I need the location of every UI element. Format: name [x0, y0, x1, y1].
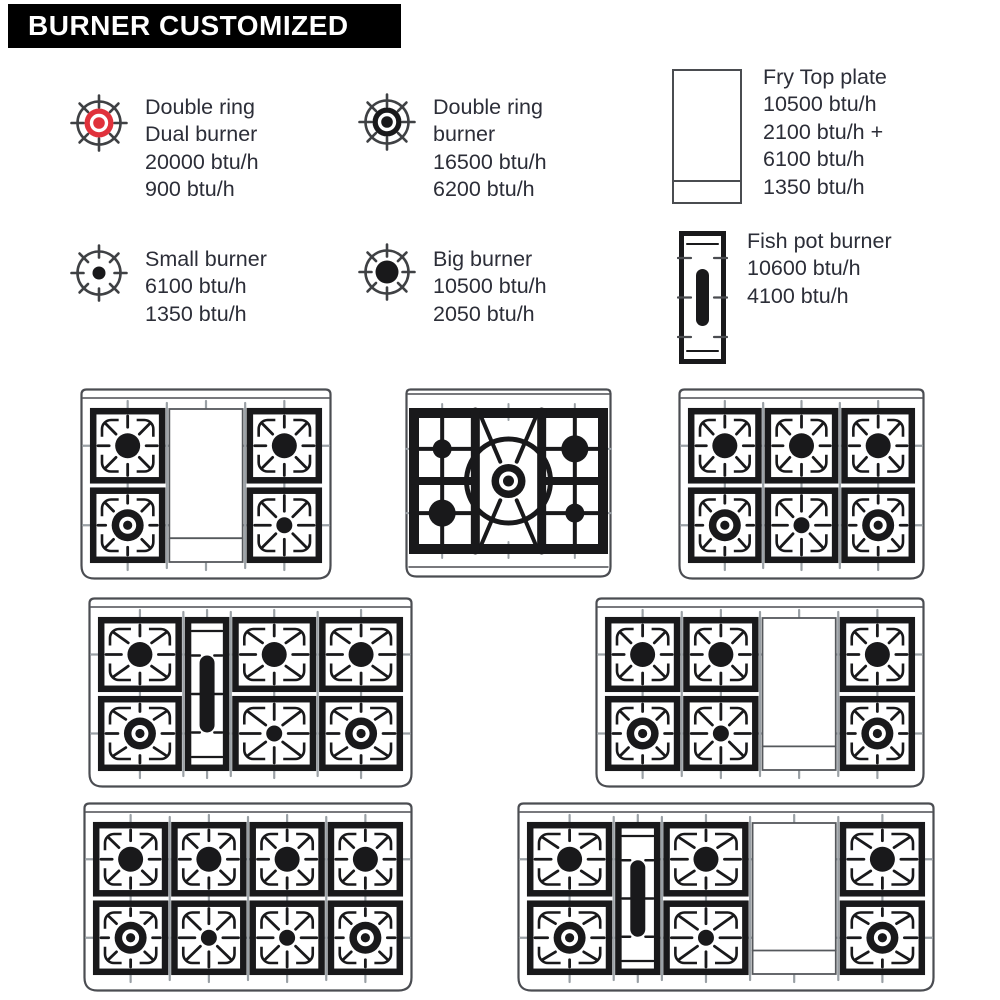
legend-line: burner: [433, 122, 496, 147]
title-banner: [8, 4, 401, 48]
cooktop-6-burners: [678, 388, 925, 580]
legend-text-small-burner: [145, 246, 267, 328]
legend-line: 4100 btu/h: [747, 283, 849, 308]
legend-line: 10600 btu/h: [747, 256, 861, 281]
legend-line: 10500 btu/h: [763, 92, 877, 117]
legend-line: 20000 btu/h: [145, 149, 259, 174]
legend-line: Dual burner: [145, 122, 258, 147]
legend-line: 6100 btu/h: [145, 274, 247, 299]
legend-line: Big burner: [433, 247, 533, 271]
legend-line: 2050 btu/h: [433, 301, 535, 326]
legend-line: 900 btu/h: [145, 177, 235, 202]
cooktop-5-burners-dual-center: [405, 388, 612, 578]
legend-line: Double ring: [433, 95, 543, 119]
legend-text-double-ring-dual-burner: [145, 94, 259, 204]
page-title: BURNER CUSTOMIZED: [28, 10, 349, 41]
fish-pot-burner-icon: [677, 231, 728, 365]
legend-text-fry-top-plate: [763, 64, 887, 201]
legend-line: Fry Top plate: [763, 65, 887, 89]
big-burner-icon: [355, 240, 419, 304]
legend-line: 1350 btu/h: [763, 174, 865, 199]
legend-text-fish-pot-burner: [747, 228, 892, 310]
legend-line: 6100 btu/h: [763, 147, 865, 172]
legend-line: 1350 btu/h: [145, 301, 247, 326]
cooktop-6-burners-fishpot-frytop: [517, 802, 935, 992]
legend-line: 2100 btu/h +: [763, 119, 884, 144]
cooktop-4-burners-frytop: [80, 388, 332, 580]
legend-line: 16500 btu/h: [433, 149, 547, 174]
cooktop-6-burners-fishpot: [88, 597, 413, 788]
cooktop-8-burners: [83, 802, 413, 992]
double-ring-dual-burner-icon: [67, 91, 131, 155]
legend-line: Double ring: [145, 95, 255, 119]
legend-line: Fish pot burner: [747, 229, 892, 253]
legend-text-big-burner: [433, 246, 547, 328]
double-ring-burner-icon: [355, 90, 419, 154]
cooktop-6-burners-frytop: [595, 597, 925, 788]
small-burner-icon: [67, 241, 131, 305]
fry-top-plate-icon: [672, 69, 742, 204]
legend-text-double-ring-burner: [433, 94, 547, 204]
legend-line: 6200 btu/h: [433, 177, 535, 202]
legend-line: Small burner: [145, 247, 267, 271]
legend-line: 10500 btu/h: [433, 274, 547, 299]
